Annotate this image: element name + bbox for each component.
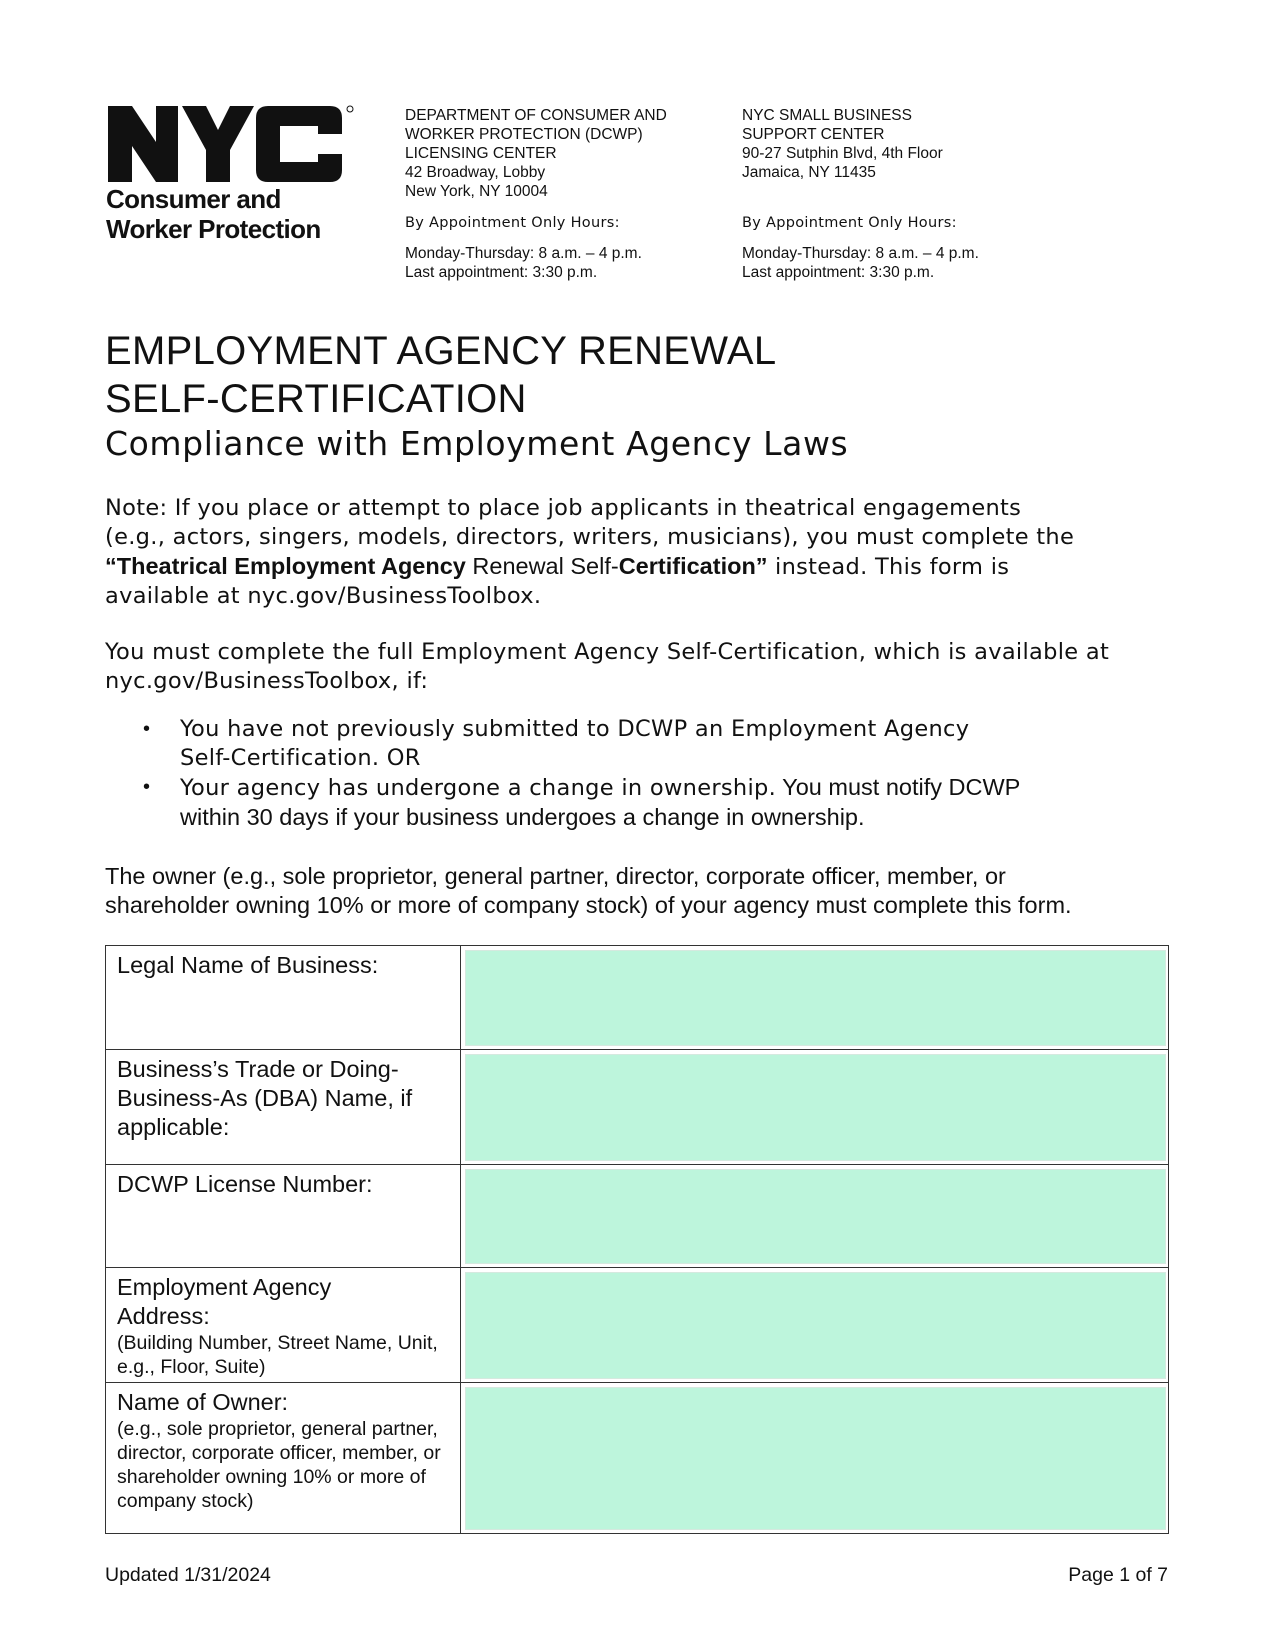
note-line: available at nyc.gov/BusinessToolbox. [105, 583, 542, 609]
paragraph-line: You must complete the full Employment Agency Self-Certification, which is available at [105, 639, 1110, 665]
office-line: 42 Broadway, Lobby [405, 164, 546, 181]
form-row [106, 1165, 1169, 1268]
license-number-input[interactable] [465, 1169, 1166, 1264]
label-text: DCWP License Number: [117, 1171, 373, 1197]
owner-paragraph [105, 862, 1205, 920]
hours-line: Last appointment: 3:30 p.m. [405, 264, 598, 281]
office-line: DEPARTMENT OF CONSUMER AND [405, 107, 667, 124]
list-item-text: Self-Certification. OR [180, 745, 421, 771]
document-subtitle: Compliance with Employment Agency Laws [105, 424, 849, 463]
field-label [106, 946, 461, 1050]
office-line: Jamaica, NY 11435 [742, 164, 876, 181]
note-bold-form-name: “Theatrical Employment Agency [105, 553, 466, 579]
field-cell [461, 1383, 1169, 1534]
office-small-business-support-center [742, 106, 979, 282]
note-plain: Renewal Self- [465, 553, 619, 579]
label-text: Name of Owner: [117, 1389, 289, 1415]
office-line: WORKER PROTECTION (DCWP) [405, 126, 643, 143]
legal-name-input[interactable] [465, 950, 1166, 1046]
list-item-text: within 30 days if your business undergoes a change in ownership. [180, 804, 865, 830]
form-row [106, 946, 1169, 1050]
field-label [106, 1383, 461, 1534]
label-text: Legal Name of Business: [117, 952, 379, 978]
paragraph-line: shareholder owning 10% or more of company stock) of your agency must complete this form. [105, 892, 1072, 918]
full-certification-paragraph [105, 638, 1185, 696]
field-cell [461, 1165, 1169, 1268]
note-line: (e.g., actors, singers, models, directors, writers, musicians), you must complete the [105, 524, 1075, 550]
field-cell [461, 1050, 1169, 1165]
office-line: LICENSING CENTER [405, 145, 557, 162]
logo-line-2: Worker Protection [106, 214, 321, 244]
list-item-text: You have not previously submitted to DCWP an Employment Agency [180, 716, 970, 742]
theatrical-note [105, 494, 1185, 611]
paragraph-line: nyc.gov/BusinessToolbox, if: [105, 668, 429, 694]
bullet-icon: • [143, 718, 151, 740]
office-line: 90-27 Sutphin Blvd, 4th Floor [742, 145, 943, 162]
field-cell [461, 946, 1169, 1050]
hours-line: Monday-Thursday: 8 a.m. – 4 p.m. [405, 245, 642, 262]
note-line [105, 552, 1185, 582]
form-row [106, 1383, 1169, 1534]
hours-label: By Appointment Only Hours: [742, 215, 957, 231]
owner-name-input[interactable] [465, 1387, 1166, 1530]
office-line: NYC SMALL BUSINESS [742, 107, 912, 124]
label-text: Business’s Trade or Doing-Business-As (DBA) Name, if applicable: [117, 1056, 413, 1140]
form-row [106, 1050, 1169, 1165]
hours-label: By Appointment Only Hours: [405, 215, 620, 231]
list-item-text: You must notify DCWP [776, 774, 1021, 800]
document-title [105, 327, 776, 423]
title-line-2: SELF-CERTIFICATION [105, 377, 527, 421]
field-label [106, 1050, 461, 1165]
nyc-wordmark-logo [106, 104, 356, 184]
paragraph-line: The owner (e.g., sole proprietor, general partner, director, corporate officer, member, or [105, 863, 1006, 889]
page-number: Page 1 of 7 [1068, 1564, 1168, 1586]
field-cell [461, 1268, 1169, 1383]
title-line-1: EMPLOYMENT AGENCY RENEWAL [105, 329, 777, 373]
list-item [143, 773, 1143, 832]
office-dcwp-licensing-center [405, 106, 667, 282]
field-label [106, 1268, 461, 1383]
list-item-text: Your agency has undergone a change in ownership. [180, 775, 777, 801]
note-plain: instead. This form is [767, 554, 1010, 580]
bullet-icon: • [143, 776, 151, 798]
logo-line-1: Consumer and [106, 184, 281, 214]
label-hint: (Building Number, Street Name, Unit, e.g., Floor, Suite) [117, 1332, 438, 1378]
form-row [106, 1268, 1169, 1383]
office-hours [405, 244, 667, 282]
office-line: New York, NY 10004 [405, 183, 548, 200]
label-hint: (e.g., sole proprietor, general partner, director, corporate officer, member, or shareholder owning 10% or more of company stock) [117, 1418, 441, 1512]
conditions-list [143, 715, 1143, 832]
label-text: Employment Agency Address: [117, 1274, 332, 1329]
field-label [106, 1165, 461, 1268]
nyc-dcwp-logo [106, 104, 356, 244]
updated-date: Updated 1/31/2024 [105, 1564, 271, 1586]
office-line: SUPPORT CENTER [742, 126, 885, 143]
hours-line: Monday-Thursday: 8 a.m. – 4 p.m. [742, 245, 979, 262]
list-item [143, 715, 1143, 773]
agency-address-input[interactable] [465, 1272, 1166, 1379]
office-hours [742, 244, 979, 282]
dba-name-input[interactable] [465, 1054, 1166, 1161]
note-bold-certification: Certification” [618, 553, 768, 579]
hours-line: Last appointment: 3:30 p.m. [742, 264, 935, 281]
business-info-form [105, 945, 1169, 1534]
note-line: Note: If you place or attempt to place job applicants in theatrical engagements [105, 495, 1022, 521]
